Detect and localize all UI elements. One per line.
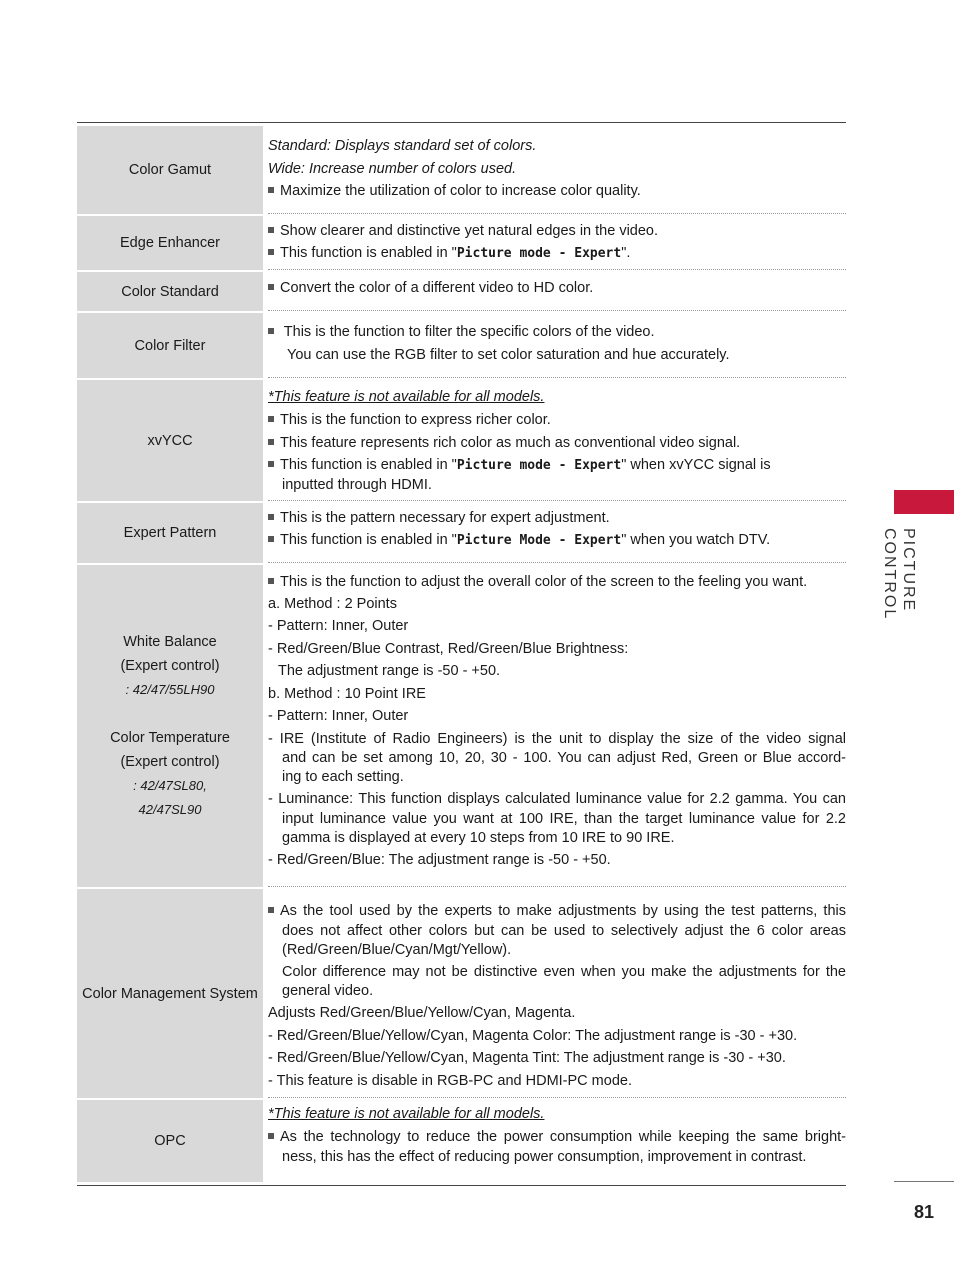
bullet-icon — [268, 249, 274, 255]
bullet-icon — [268, 578, 274, 584]
settings-table — [77, 122, 846, 1186]
page-number-rule — [894, 1181, 954, 1182]
table-row-color-gamut — [77, 126, 846, 214]
bullet-icon — [268, 439, 274, 445]
bullet-icon — [268, 284, 274, 290]
table-bottom-rule — [77, 1185, 846, 1186]
table-top-rule — [77, 122, 846, 123]
bullet-icon — [268, 187, 274, 193]
bullet-icon — [268, 907, 274, 913]
bullet-icon — [268, 536, 274, 542]
section-side-title: PICTURE CONTROL — [881, 528, 917, 621]
bullet-icon — [268, 1133, 274, 1139]
table-row-expert-pattern: Expert Pattern This is the pattern necessary for expert adjustment. This function is enabled in "Picture Mode - Expert" when you watch DTV. — [77, 503, 846, 563]
row-label: Color Gamut — [77, 126, 263, 214]
table-row-opc: OPC *This feature is not available for all models. As the technology to reduce the power consumption while keeping the same bright- ness, this has the effect of reducing power consumption, improvement in contrast. — [77, 1100, 846, 1182]
row-description: Standard: Displays standard set of colors. Wide: Increase number of colors used. Maximize the utilization of color to increase color quality. — [268, 126, 846, 214]
table-row-white-balance: White Balance (Expert control) : 42/47/55LH90 Color Temperature (Expert control) : 42/47SL80, 42/47SL90 This is the function to adjust the overall color of the screen to the feeling you want. a. Method : 2 Points - Pattern: Inner, Outer - Red/Green/Blue Contrast, Red/Green/Blue Brightness: The adjustment range is -50 - +50. b. Method : 10 Point IRE - Pattern: Inner, Outer - IRE (Institute of Radio Engineers) is the unit to display the size of the video signal and can be set among 10, 20, 30 - 100. You can adjust Red, Green or Blue accord- ing to each setting. - Luminance: This function displays calculated luminance value for 2.2 gamma. You can input luminance value you want at 100 IRE, than the target luminance value for 2.2 gamma is displayed at every 10 steps from 10 IRE to 90 IRE. - Red/Green/Blue: The adjustment range is -50 - +50. — [77, 565, 846, 887]
table-row-edge-enhancer: Edge Enhancer Show clearer and distinctive yet natural edges in the video. This function is enabled in "Picture mode - Expert". — [77, 216, 846, 270]
table-row-xvycc: xvYCC *This feature is not available for all models. This is the function to express richer color. This feature represents rich color as much as conventional video signal. This function is enabled in "Picture mode - Expert" when xvYCC signal is inputted through HDMI. — [77, 380, 846, 501]
bullet-icon — [268, 461, 274, 467]
table-row-color-filter: Color Filter This is the function to filter the specific colors of the video. You can use the RGB filter to set color saturation and hue accurately. — [77, 313, 846, 378]
table-row-color-management-system: Color Management System As the tool used by the experts to make adjustments by using the test patterns, this does not affect other colors but can be used to selectively adjust the 6 color areas (Red/Green/Blue/Cyan/Mgt/Yellow). Color difference may not be distinctive even when you make the adjustments for the general video. Adjusts Red/Green/Blue/Yellow/Cyan, Magenta. - Red/Green/Blue/Yellow/Cyan, Magenta Color: The adjustment range is -30 - +30. - Red/Green/Blue/Yellow/Cyan, Magenta Tint: The adjustment range is -30 - +30. - This feature is disable in RGB-PC and HDMI-PC mode. — [77, 889, 846, 1098]
bullet-icon — [268, 416, 274, 422]
section-tab-marker — [894, 490, 954, 514]
bullet-icon — [268, 514, 274, 520]
page-number: 81 — [913, 1202, 934, 1222]
table-row-color-standard: Color Standard Convert the color of a different video to HD color. — [77, 272, 846, 311]
bullet-icon — [268, 328, 274, 334]
bullet-icon — [268, 227, 274, 233]
